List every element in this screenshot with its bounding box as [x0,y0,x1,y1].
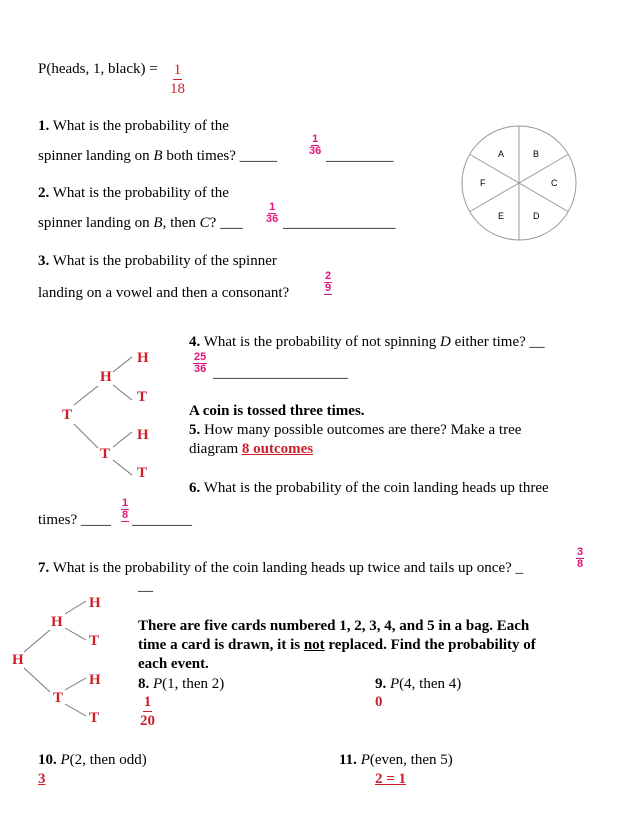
q8-answer-fraction [139,693,156,730]
q4-line1: 4. What is the probability of not spinning D either time? __ [189,334,545,350]
tree2-level2-node: H [89,595,101,611]
q5-line1: 5. How many possible outcomes are there? Make a tree [189,422,522,438]
q3-line2: landing on a vowel and then a consonant? [38,285,290,301]
q5-answer: 8 outcomes [241,441,314,457]
q2-line1: 2. What is the probability of the [38,185,229,201]
tree2-level2-node: T [89,710,100,726]
tree1-level2-node: T [137,389,148,405]
tree2-level1-node: T [53,690,64,706]
q6-line2: times? ____ [38,512,111,528]
q3-answer-fraction: $\frac{2}{9}$ [325,270,332,294]
spinner-label-a: A [498,149,505,159]
q11-line: 11. P(even, then 5) [339,752,453,768]
cards-line1: There are five cards numbered 1, 2, 3, 4, and 5 in a bag. Each [138,618,530,634]
q1-line2: spinner landing on B both times? _____ [38,148,278,164]
q7-line1: 7. What is the probability of the coin landing heads up twice and tails up once? _ [38,560,524,576]
tree2-level2-node: T [89,633,100,649]
tree1-root: T [62,407,73,423]
q8-answer-denominator: 20 [140,713,155,729]
header-expression: P(heads, 1, black) = [38,61,158,77]
tree1-level1-node: H [100,369,112,385]
q6-line1: 6. What is the probability of the coin landing heads up three [189,480,549,496]
q9-line: 9. P(4, then 4) [375,676,462,692]
q2-answer-fraction: $\frac{1}{36}$ [266,201,279,225]
q6-blank: ________ [132,512,192,528]
q1-answer-fraction: $\frac{1}{36}$ [309,133,322,157]
tree2-level1-node: H [51,614,63,630]
q10-answer: 3 [38,771,46,787]
q11-answer: 2 = 1 [375,771,407,787]
q6-answer-fraction: $\frac{1}{8}$ [122,497,129,521]
spinner-label-c: C [551,178,558,188]
q8-answer-numerator: 1 [143,694,152,710]
spinner-label-d: D [533,211,540,221]
q10-line: 10. P(2, then odd) [38,752,147,768]
spinner-label-b: B [533,149,540,159]
tree1-level2-node: H [137,350,149,366]
q3-line1: 3. What is the probability of the spinner [38,253,277,269]
spinner-label-f: F [480,178,486,188]
cards-line2: time a card is drawn, it is not replaced. Find the probability of [138,637,536,653]
tree2-root: H [12,652,24,668]
q5-line2: diagram 8 outcomes [189,441,314,457]
spinner-label-e: E [498,211,505,221]
q7-dash: __ [138,578,153,594]
q8-line: 8. P(1, then 2) [138,676,225,692]
q4-blank: __________________ [213,365,348,381]
q4-answer-fraction: $\frac{25}{36}$ [194,351,207,375]
coin-heading: A coin is tossed three times. [189,403,365,419]
header-answer-numerator: 1 [173,62,182,78]
header-answer-denominator: 18 [170,81,185,97]
q7-answer-fraction: $\frac{3}{8}$ [577,546,584,570]
q1-blank: _________ [326,148,394,164]
tree1-level2-node: T [137,465,148,481]
tree2-level2-node: H [89,672,101,688]
tree1-level1-node: T [100,446,111,462]
q9-answer: 0 [375,694,383,710]
tree1-level2-node: H [137,427,149,443]
q2-line2: spinner landing on B, then C? ___ [38,215,243,231]
cards-line3: each event. [138,656,209,672]
q2-blank: _______________ [283,215,396,231]
q1-line1: 1. What is the probability of the [38,118,229,134]
